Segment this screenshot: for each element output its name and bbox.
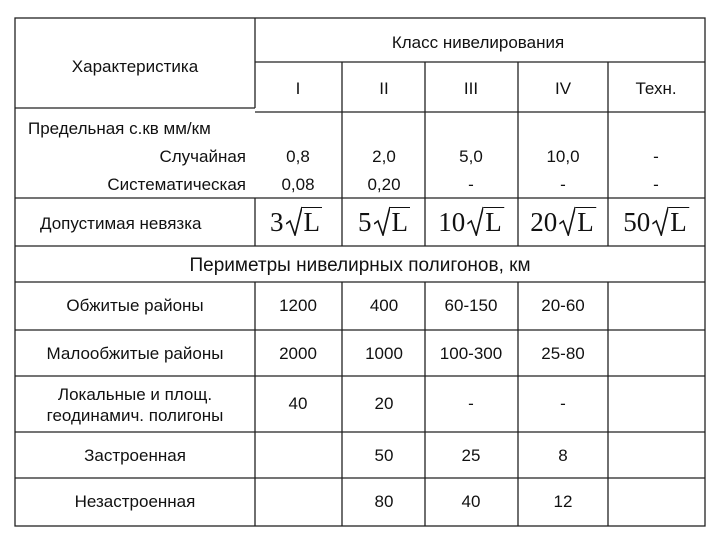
class-label-iii: III xyxy=(463,79,479,98)
cell: 80 xyxy=(374,492,394,511)
misclosure-coefficient: 10 xyxy=(438,207,466,237)
cell: 400 xyxy=(369,296,399,315)
class-title: Класс нивелирования xyxy=(391,33,565,52)
random-error-tech: - xyxy=(653,147,659,166)
characteristic-header: Характеристика xyxy=(71,57,199,76)
sqrt-icon xyxy=(652,206,668,236)
row-label-local: Локальные и площ. геодинамич. полигоны xyxy=(46,385,224,425)
misclosure-label: Допустимая невязка xyxy=(40,214,202,233)
misclosure-variable: L xyxy=(670,207,687,237)
random-error-iv: 10,0 xyxy=(546,147,580,166)
perimeters-title: Периметры нивелирных полигонов, км xyxy=(189,255,531,276)
cell: - xyxy=(468,394,474,413)
cell: 1000 xyxy=(365,344,403,363)
cell: 2000 xyxy=(279,344,317,363)
sqrt-icon xyxy=(467,206,483,236)
misclosure-formula-iii xyxy=(438,206,504,236)
misclosure-formula-iv xyxy=(530,206,596,236)
systematic-error-iii: - xyxy=(468,175,474,194)
row-label-built-up: Застроенная xyxy=(84,446,186,465)
cell: 20-60 xyxy=(541,296,585,315)
cell: 40 xyxy=(288,394,308,413)
misclosure-variable: L xyxy=(391,207,408,237)
systematic-error-label: Систематическая xyxy=(107,175,246,194)
cell: 12 xyxy=(553,492,573,511)
misclosure-variable: L xyxy=(577,207,594,237)
random-error-ii: 2,0 xyxy=(372,147,396,166)
cell: 25-80 xyxy=(541,344,585,363)
sqrt-icon xyxy=(374,206,390,236)
cell: - xyxy=(560,394,566,413)
cell: 100-300 xyxy=(439,344,503,363)
cell: 20 xyxy=(374,394,394,413)
misclosure-formula-i xyxy=(270,206,322,236)
misclosure-coefficient: 20 xyxy=(530,207,558,237)
systematic-error-iv: - xyxy=(560,175,566,194)
misclosure-formula-ii xyxy=(358,206,410,236)
class-label-tech: Техн. xyxy=(635,79,677,98)
misclosure-variable: L xyxy=(485,207,502,237)
sqrt-icon xyxy=(559,206,575,236)
random-error-i: 0,8 xyxy=(286,147,310,166)
class-label-i: I xyxy=(295,79,301,98)
cell: 50 xyxy=(374,446,394,465)
random-error-label: Случайная xyxy=(159,147,246,166)
misclosure-formula-tech xyxy=(623,206,689,236)
row-label-unbuilt: Незастроенная xyxy=(74,492,196,511)
row-label-inhabited: Обжитые районы xyxy=(66,296,204,315)
systematic-error-tech: - xyxy=(653,175,659,194)
sqrt-icon xyxy=(286,206,302,236)
misclosure-variable: L xyxy=(303,207,320,237)
misclosure-coefficient: 3 xyxy=(270,207,284,237)
cell: 1200 xyxy=(279,296,317,315)
misclosure-coefficient: 50 xyxy=(623,207,651,237)
class-label-ii: II xyxy=(379,79,389,98)
systematic-error-i: 0,08 xyxy=(281,175,315,194)
cell: 60-150 xyxy=(444,296,498,315)
systematic-error-ii: 0,20 xyxy=(367,175,401,194)
cell: 8 xyxy=(558,446,568,465)
row-label-sparse: Малообжитые районы xyxy=(46,344,224,363)
cell: 25 xyxy=(461,446,481,465)
limit-error-label: Предельная с.кв мм/км xyxy=(28,119,211,138)
misclosure-coefficient: 5 xyxy=(358,207,372,237)
class-label-iv: IV xyxy=(554,79,572,98)
cell: 40 xyxy=(461,492,481,511)
random-error-iii: 5,0 xyxy=(459,147,483,166)
